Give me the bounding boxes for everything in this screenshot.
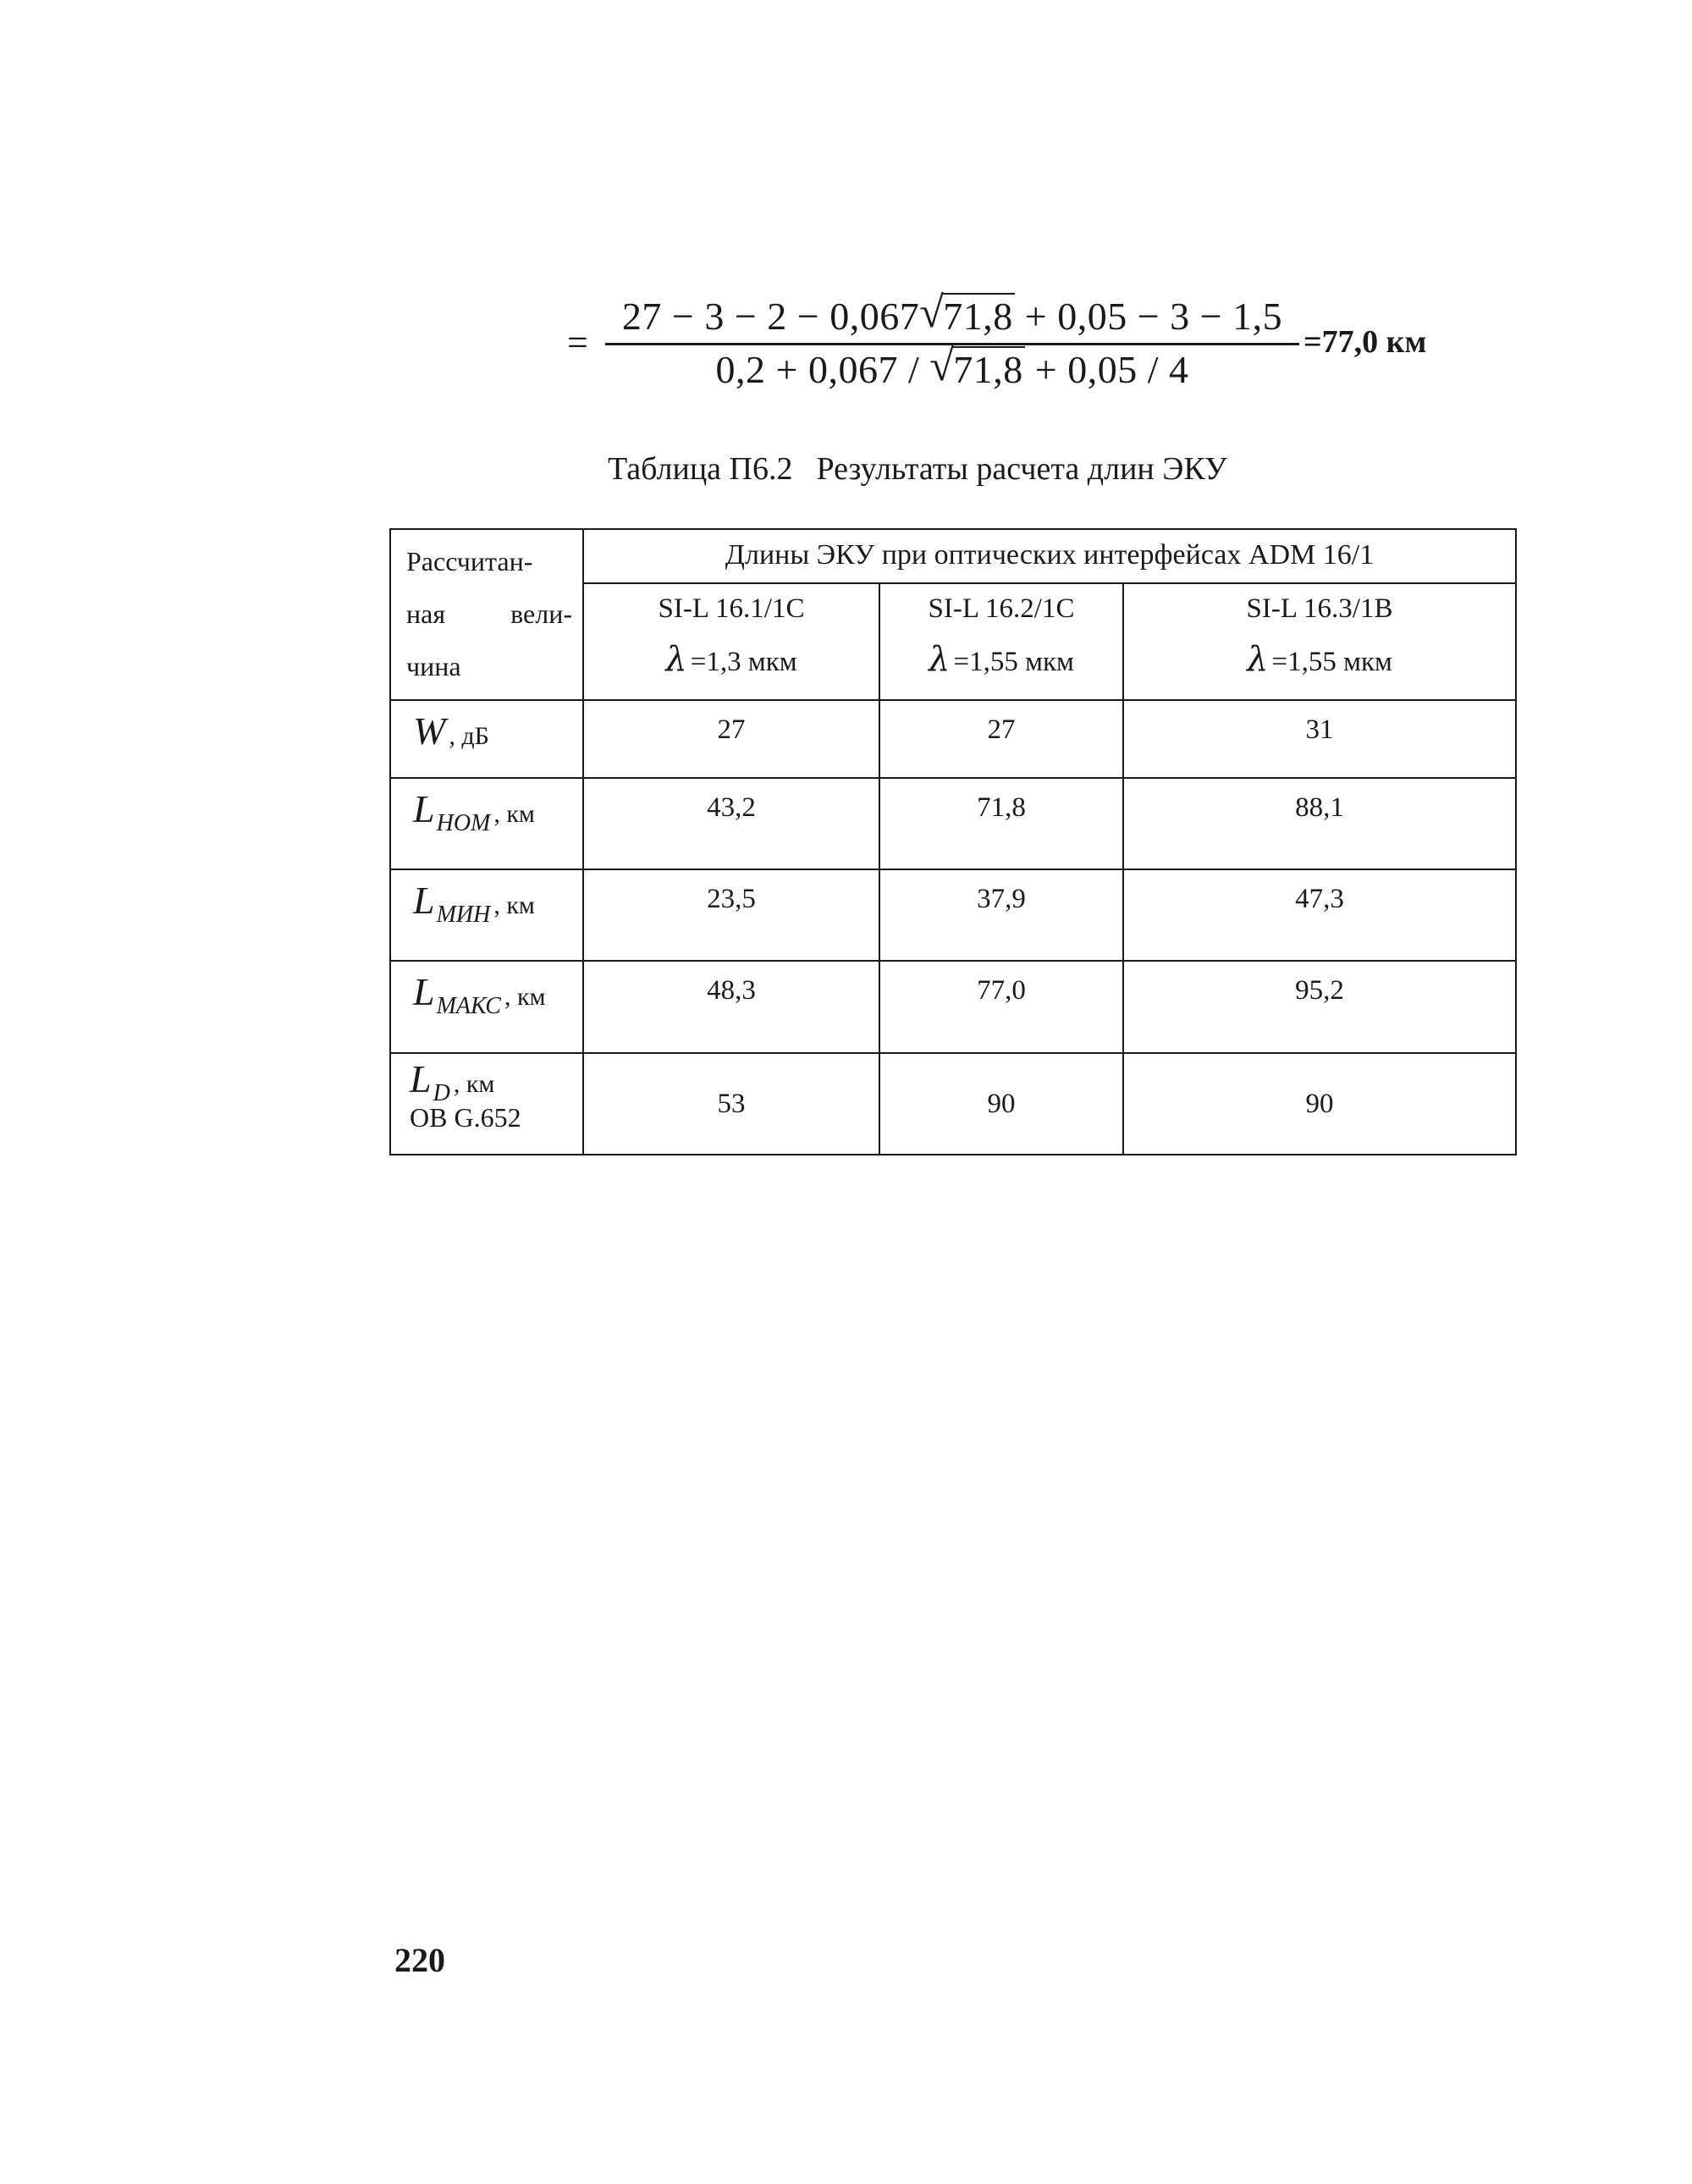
- table-cell: 23,5: [583, 869, 879, 961]
- numerator-radicand: 71,8: [943, 295, 1013, 338]
- row-label: [390, 700, 583, 778]
- numerator-sqrt: [919, 289, 1015, 341]
- row-symbol: L: [413, 879, 435, 922]
- denominator-lead: 0,2 + 0,067 /: [715, 348, 930, 391]
- table-cell: 27: [879, 700, 1123, 778]
- formula: [559, 289, 1427, 411]
- span-header-cell: Длины ЭКУ при оптических интерфейсах ADM 16/1: [583, 529, 1516, 583]
- denominator-sqrt: [929, 342, 1025, 394]
- page-number: 220: [394, 1941, 445, 1979]
- denominator-radicand: 71,8: [953, 348, 1023, 391]
- corner-header-line1: Рассчитан-: [406, 546, 533, 576]
- corner-header-word: ная: [406, 598, 446, 629]
- row-label: [390, 961, 583, 1053]
- table-row: [390, 869, 1516, 961]
- corner-header-cell: [390, 529, 583, 700]
- row-unit: , км: [504, 983, 546, 1011]
- formula-numerator: [605, 289, 1299, 341]
- table-row: [390, 1053, 1516, 1155]
- row-label: [390, 778, 583, 869]
- table-cell: 95,2: [1123, 961, 1516, 1053]
- formula-result: =77,0 км: [1303, 324, 1427, 360]
- results-table: [389, 528, 1517, 1155]
- formula-equals-sign: =: [567, 322, 588, 363]
- corner-header-line3: чина: [406, 651, 461, 681]
- table-cell: 77,0: [879, 961, 1123, 1053]
- lambda-value: =1,55 мкм: [1271, 647, 1392, 677]
- table-cell: 71,8: [879, 778, 1123, 869]
- numerator-lead: 27 − 3 − 2 − 0,067: [621, 295, 920, 338]
- column-header: [879, 583, 1123, 700]
- table-cell: 27: [583, 700, 879, 778]
- interface-name: SI-L 16.1/1C: [658, 593, 805, 624]
- caption-title: Результаты расчета длин ЭКУ: [816, 451, 1227, 487]
- row-symbol: W: [413, 709, 446, 753]
- lambda-symbol: λ: [929, 640, 951, 679]
- row-label: [390, 1053, 583, 1155]
- formula-fraction: [605, 289, 1299, 394]
- corner-header-line2: [406, 587, 572, 640]
- row-label: [390, 869, 583, 961]
- column-header: [1123, 583, 1516, 700]
- interface-name: SI-L 16.3/1B: [1246, 593, 1393, 624]
- row-note: ОВ G.652: [410, 1102, 521, 1133]
- wavelength: [584, 640, 879, 681]
- table-cell: 47,3: [1123, 869, 1516, 961]
- radical-sign-icon: √: [919, 289, 945, 337]
- table-cell: 53: [583, 1053, 879, 1155]
- corner-header-word: вели-: [510, 598, 572, 629]
- formula-denominator: [605, 342, 1299, 394]
- table-cell: 48,3: [583, 961, 879, 1053]
- caption-label: Таблица П6.2: [608, 451, 793, 487]
- radical-sign-icon: √: [929, 342, 955, 390]
- lambda-value: =1,55 мкм: [953, 647, 1074, 677]
- row-subscript: D: [433, 1080, 450, 1106]
- row-subscript: НОМ: [436, 810, 491, 836]
- wavelength: [880, 640, 1122, 681]
- row-symbol: L: [413, 970, 435, 1013]
- row-unit: , км: [493, 800, 535, 828]
- table-cell: 90: [1123, 1053, 1516, 1155]
- row-unit: , дБ: [449, 722, 489, 750]
- wavelength: [1124, 640, 1515, 681]
- table-cell: 37,9: [879, 869, 1123, 961]
- row-unit: , км: [493, 891, 535, 919]
- interface-name: SI-L 16.2/1C: [928, 593, 1075, 624]
- row-subscript: МИН: [436, 902, 491, 928]
- lambda-symbol: λ: [1247, 640, 1269, 679]
- table-cell: 88,1: [1123, 778, 1516, 869]
- table-row: [390, 961, 1516, 1053]
- column-header: [583, 583, 879, 700]
- lambda-symbol: λ: [665, 640, 687, 679]
- numerator-tail: + 0,05 − 3 − 1,5: [1014, 295, 1283, 338]
- table-row: [390, 778, 1516, 869]
- row-symbol: L: [413, 787, 435, 830]
- row-unit: , км: [453, 1070, 495, 1098]
- table-header-row: [390, 529, 1516, 583]
- lambda-value: =1,3 мкм: [690, 647, 797, 677]
- row-symbol: L: [410, 1057, 432, 1100]
- table-caption: [608, 449, 1227, 489]
- row-subscript: МАКС: [436, 993, 501, 1019]
- table-cell: 43,2: [583, 778, 879, 869]
- table-cell: 31: [1123, 700, 1516, 778]
- table-row: [390, 700, 1516, 778]
- table-cell: 90: [879, 1053, 1123, 1155]
- denominator-tail: + 0,05 / 4: [1024, 348, 1189, 391]
